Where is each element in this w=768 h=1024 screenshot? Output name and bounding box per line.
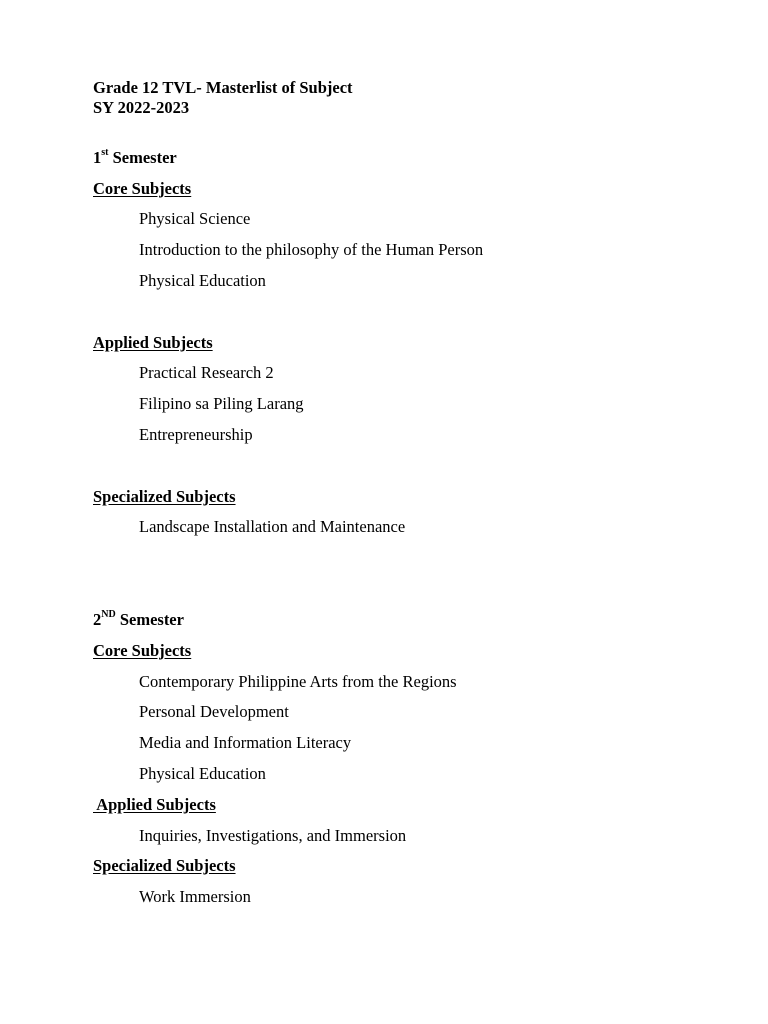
document-title: Grade 12 TVL- Masterlist of Subject [93,78,353,97]
semester-2-heading [93,610,184,630]
semester-1-heading [93,148,177,168]
sem2-core-item: Personal Development [139,702,289,721]
sem1-core-heading: Core Subjects [93,179,192,198]
semester-2-ordinal: ND [101,608,116,620]
sem2-specialized-item: Work Immersion [139,887,251,906]
sem1-applied-item: Practical Research 2 [139,363,274,382]
sem2-core-item: Contemporary Philippine Arts from the Regions [139,672,457,691]
sem1-specialized-heading: Specialized Subjects [93,487,236,506]
semester-2-number: 2 [93,610,102,629]
sem1-core-item: Introduction to the philosophy of the Human Person [139,240,484,259]
sem1-applied-item: Filipino sa Piling Larang [139,394,304,413]
sem2-core-item: Media and Information Literacy [139,733,352,752]
semester-1-ordinal: st [101,146,109,158]
sem2-core-item: Physical Education [139,764,266,783]
sem1-specialized-item: Landscape Installation and Maintenance [139,517,406,536]
semester-2-label: Semester [115,610,184,629]
sem1-applied-item: Entrepreneurship [139,425,253,444]
sem2-applied-item: Inquiries, Investigations, and Immersion [139,826,407,845]
sem1-core-item: Physical Education [139,271,266,290]
semester-1-label: Semester [108,148,177,167]
sem1-core-item: Physical Science [139,209,251,228]
sem2-core-heading: Core Subjects [93,641,192,660]
sem2-specialized-heading: Specialized Subjects [93,856,236,875]
semester-1-number: 1 [93,148,102,167]
sem2-applied-heading: Applied Subjects [93,795,216,814]
sem1-applied-heading: Applied Subjects [93,333,213,352]
school-year: SY 2022-2023 [93,98,190,117]
